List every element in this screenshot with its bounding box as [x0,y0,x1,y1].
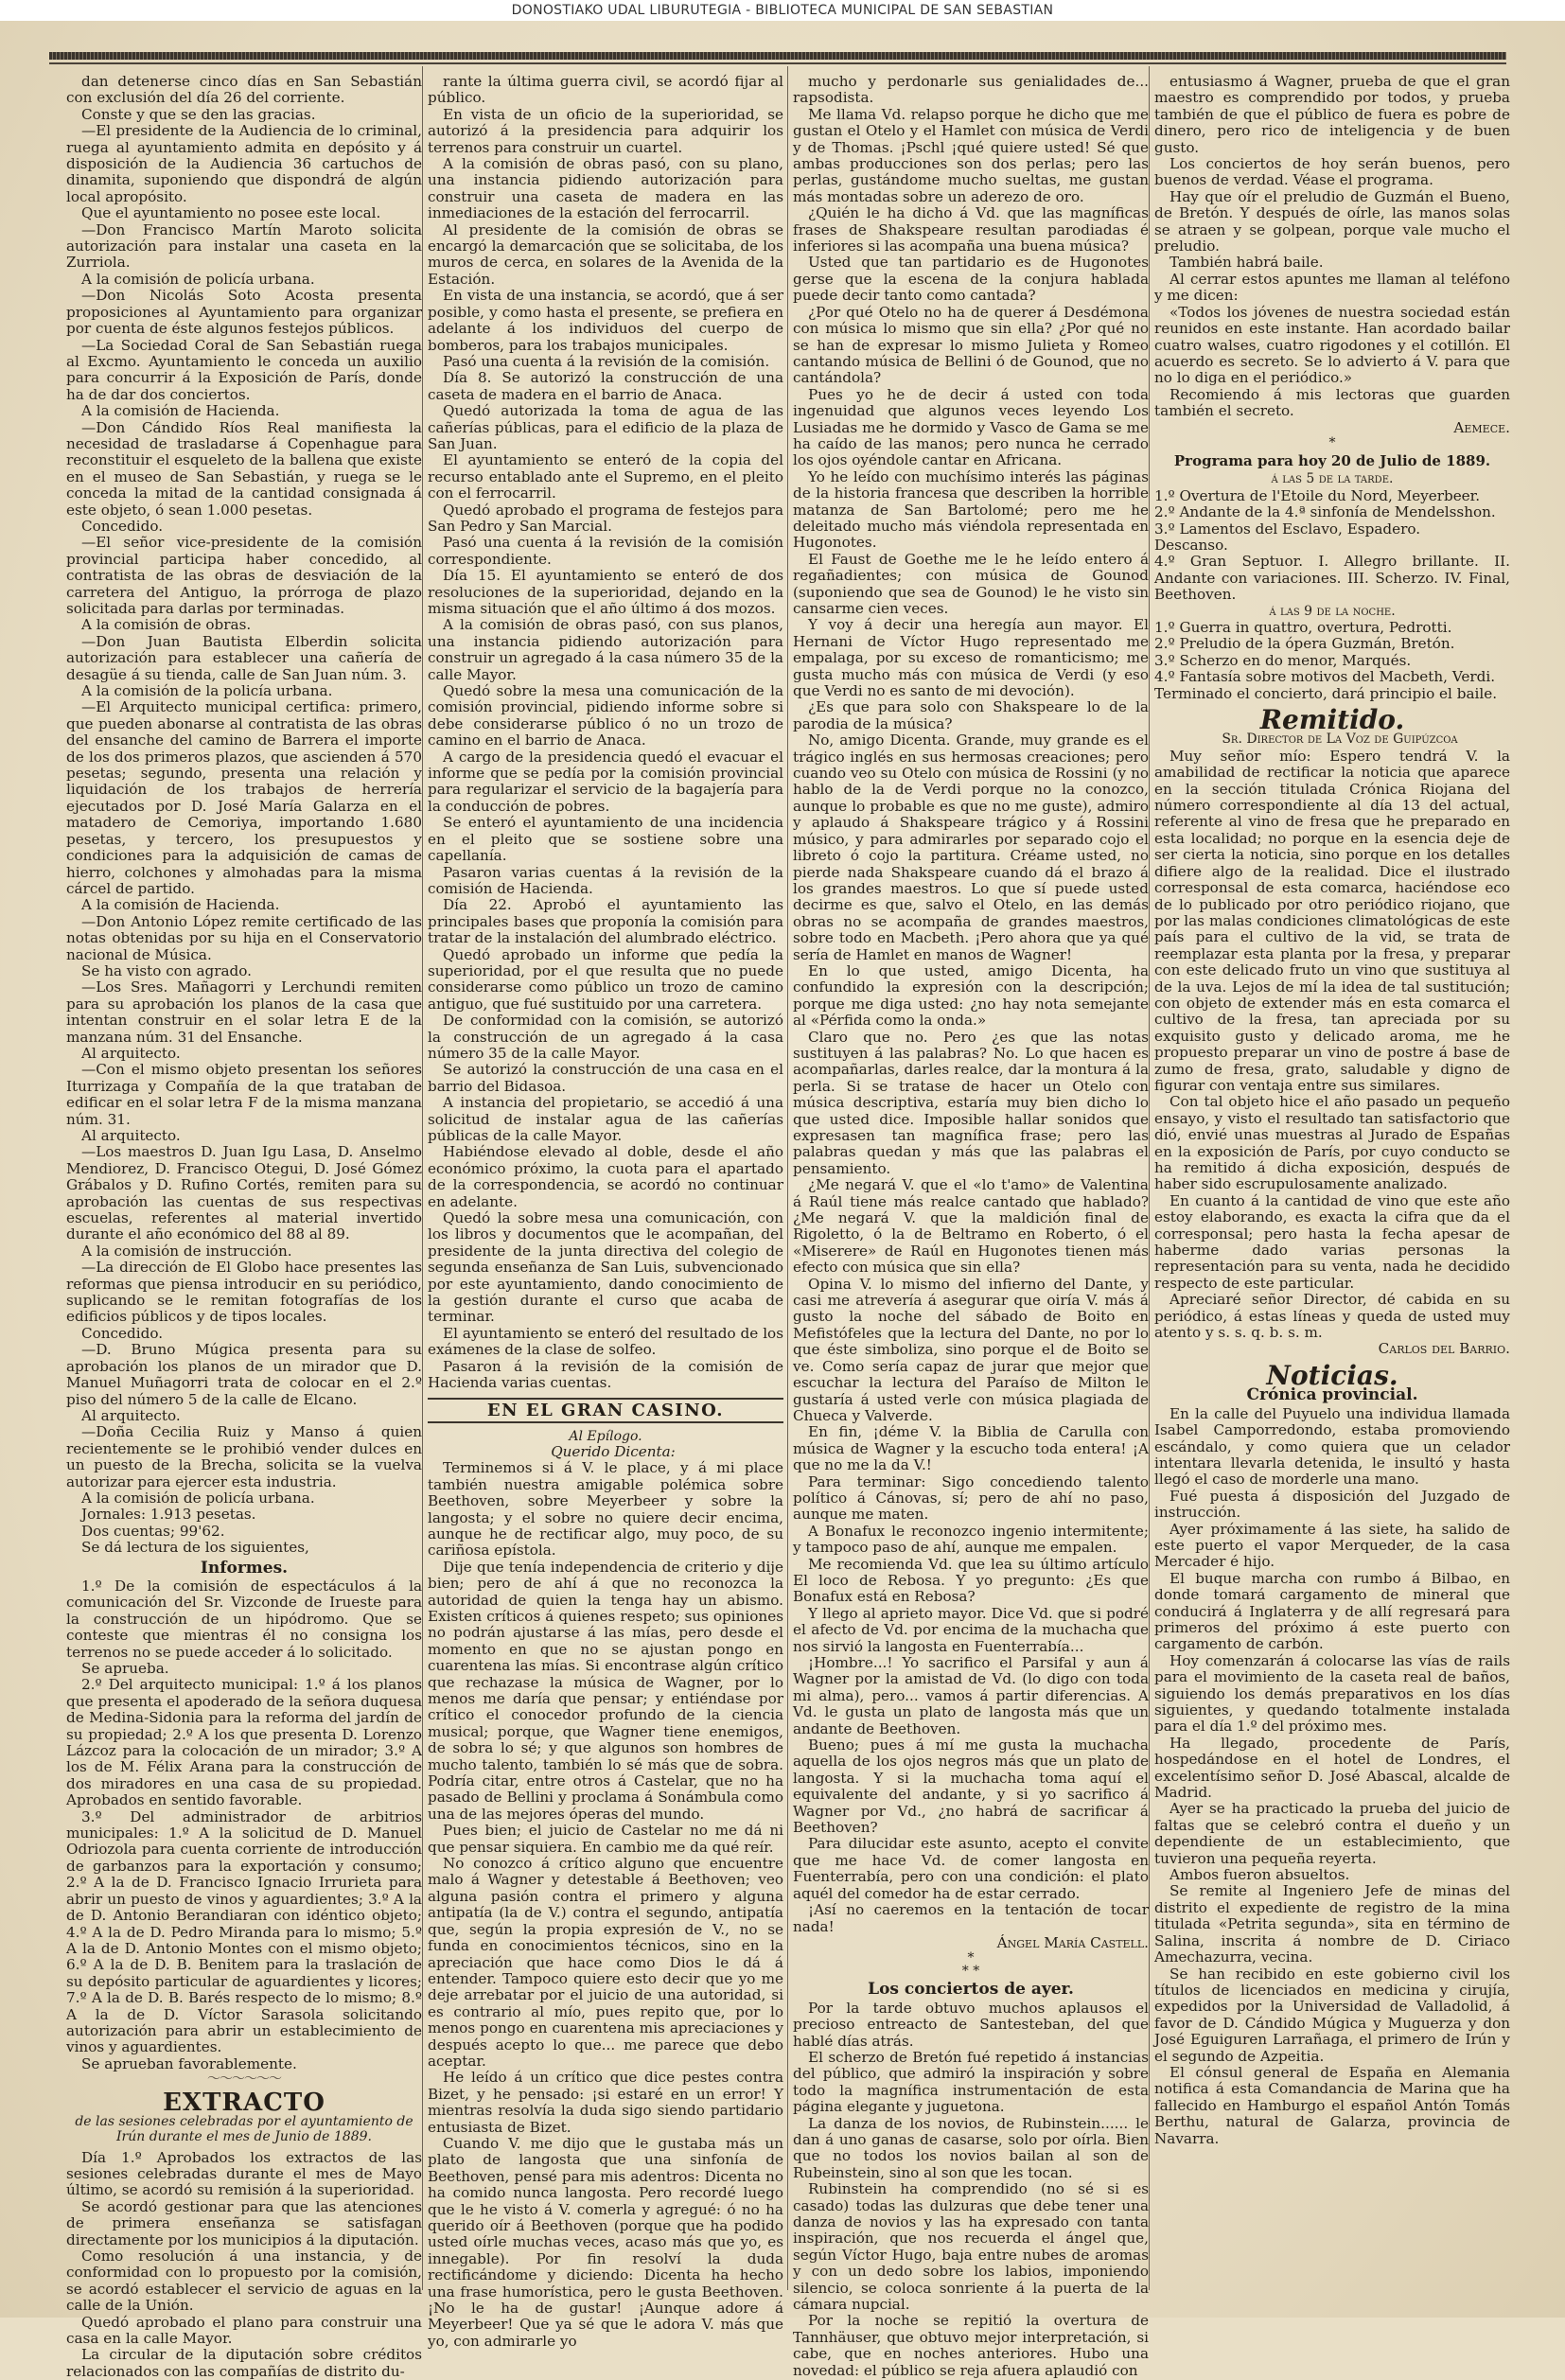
column-divider [422,66,423,2290]
paragraph: —El señor vice-presidente de la comisión provincial participa haber concedido, al contratista de las obras de desviación de la carretera del Antiguo, la prórroga de plazo solicitada para darlas por terminadas. [66,534,422,617]
paragraph: Dos cuentas; 99'62. [81,1522,225,1540]
asterism: * [1328,434,1336,450]
paragraph: Conste y que se den las gracias. [81,105,316,123]
paragraph: A la comisión de obras pasó, con sus planos, una instancia pidiendo autorización para construir un agregado á la casa número 35 de la calle Mayor. [428,616,783,683]
remitido-paragraphs [1154,749,1510,1342]
paragraph: 4.º Fantasía sobre motivos del Macbeth, Verdi. [1154,668,1496,686]
paragraph: Día 22. Aprobó el ayuntamiento las principales bases que proponía la comisión para tratar de la instalación del alumbrado eléctrico. [428,896,783,947]
paragraph: Por la tarde obtuvo muchos aplausos el precioso entreacto de Santesteban, del que hablé días atrás. [793,1999,1149,2050]
paragraph: 3.º Del administrador de arbitrios municipales: 1.º A la solicitud de D. Manuel Odriozola para cuenta corriente de introducción de garbanzos para la exportación y consumo; 2.º A la de D. Francisco Ignacio Irrurieta para abrir un puesto de vinos y aguardientes; 3.º A la de D. Antonio Berandiaran con idéntico objeto; 4.º A la de D. Pedro Miranda para lo mismo; 5.º A la de D. Antonio Montes con el mismo objeto; 6.º A la de D. B. Benitem para la traslación de su depósito particular de aguardientes y licores; 7.º A la de D. B. Barés respecto de lo mismo; 8.º A la de D. Víctor Sarasola solicitando autorización para abrir un establecimiento de vinos y aguardientes. [66,1807,422,2056]
paragraph: Ayer se ha practicado la prueba del juicio de faltas que se celebró contra el dueño y un dependiente de un establecimiento, que tuvieron una pequeña reyerta. [1154,1800,1510,1867]
paragraph: Muy señor mío: Espero tendrá V. la amabilidad de rectificar la noticia que aparece en la sección titulada Crónica Riojana del número correspondiente al día 13 del actual, referente al vino de fresa que he preparado en esta localidad; no porque en la esencia deje de ser cierta la noticia, sino porque en los detalles difiere algo de la realidad. Dice el ilustrado corresponsal de esta comarca, haciéndose eco de lo publicado por otro periódico riojano, que por las malas condiciones climatológicas de este país para el cultivo de la vid, se trata de reemplazar esta planta por la fresa, y preparar con este delicado fruto un vino que sustituya al de la uva. Lejos de mí la idea de tal sustitución; con objeto de extender más en esta comarca el cultivo de la fresa, tan apreciada por su exquisito gusto y delicado aroma, me he propuesto preparar un vino de postre á base de zumo de fresa, grato, saludable y digno de figurar con ventaja entre sus similares. [1154,747,1510,1094]
extracto-paragraphs [66,2150,422,2380]
paragraph: Se han recibido en este gobierno civil los títulos de licenciados en medicina y cirujía, expedidos por la Universidad de Valladolid, á favor de D. Cándido Múgica y Muguerza y don José Eguiguren Larrañaga, el primero de Irún y el segundo de Azpeitia. [1154,1965,1510,2065]
paragraph: Al presidente de la comisión de obras se encargó la demarcación que se solicitaba, de los muros de cerca, en solares de la Avenida de la Estación. [428,220,783,288]
paragraph: A cargo de la presidencia quedó el evacuar el informe que se pedía por la comisión provincial para regularizar el servicio de la bagajería para la conducción de pobres. [428,748,783,815]
paragraph: Recomiendo á mis lectoras que guarden también el secreto. [1154,385,1510,420]
remitido-heading: Remitido. [1259,704,1405,736]
paragraph: Como resolución á una instancia, y de conformidad con lo propuesto por la comisión, se acordó establecer el servicio de aguas en la calle de la Unión. [66,2248,422,2315]
paragraph: Pasaron varias cuentas á la revisión de la comisión de Hacienda. [428,863,783,897]
paragraph: Pues yo he de decir á usted con toda ingenuidad que algunos veces leyendo Los Lusiadas me he dormido y Vasco de Gama se me ha caído de las manos; pero nunca he cerrado los ojos oyéndole cantar en Africana. [793,385,1149,469]
paragraph: El ayuntamiento se enteró de la copia del recurso entablado ante el Supremo, en el pleito con el ferrocarril. [428,451,783,502]
casino-subtitle: Al Epílogo. [569,1428,642,1444]
paragraph: Día 15. El ayuntamiento se enteró de dos resoluciones de la superioridad, dejando en la misma situación que el año último á dos mozos. [428,567,783,617]
paragraph: El ayuntamiento se enteró del resultado de los exámenes de la clase de solfeo. [428,1324,783,1359]
paragraph: Se aprueban favorablemente. [81,2054,297,2072]
paragraph: Fué puesta á disposición del Juzgado de instrucción. [1154,1487,1510,1522]
paragraph: —Don Francisco Martín Maroto solicita autorización para instalar una caseta en la Zurriola. [66,220,422,272]
paragraph: Día 8. Se autorizó la construcción de una caseta de madera en el barrio de Anaca. [428,369,783,403]
programa-tarde-list [1154,488,1510,604]
extracto-heading: EXTRACTO [163,2089,325,2118]
paragraph: Terminemos si á V. le place, y á mi place también nuestra amigable polémica sobre Beethoven, sobre Meyerbeer y sobre la langosta; y el sobre no quiere decir encima, aunque he de rectificar algo, muy poco, de su cariñosa epístola. [428,1459,783,1560]
paragraph: ¿Por qué Otelo no ha de querer á Desdémona con música lo mismo que sin ella? ¿Por qué no se han de expresar lo mismo Julieta y Romeo cantando música de Bellini ó de Gounod, que no cantándola? [793,303,1149,387]
paragraph: Se dá lectura de los siguientes, [81,1539,309,1557]
paragraph: En fin, ¡déme V. la Biblia de Carulla con música de Wagner y la escucho toda entera! ¡A que no me la da V.! [793,1423,1149,1474]
paragraph: —Don Juan Bautista Elberdin solicita autorización para establecer una cañería de desagüe á su tienda, calle de San Juan núm. 3. [66,632,422,683]
paragraph: Se autorizó la construcción de una casa en el barrio del Bidasoa. [428,1061,783,1095]
paragraph: 3.º Scherzo en do menor, Marqués. [1154,651,1412,669]
programa-noche-heading: á las 9 de la noche. [1269,603,1396,619]
paragraph: Claro que no. Pero ¿es que las notas sustituyen á las palabras? No. Lo que hacen es acompañarlas, darles realce, dar la montura á la perla. Si se tratase de hacer un Otelo con música descriptiva, estaría muy bien dicho lo que usted dice. Imposible hallar sonidos que expresasen tan magnífica frase; pero las palabras quedan y más que las palabras el pensamiento. [793,1028,1149,1177]
paragraph: También habrá baile. [1169,254,1324,272]
masthead-rule [49,52,1506,60]
paragraph: Me llama Vd. relapso porque he dicho que me gustan el Otelo y el Hamlet con música de Verdi y de Thomas. ¡Pschl ¡qué quiere usted! Sé que ambas producciones son dos perlas; pero las perlas, gustándome mucho sueltas, me gustan más montadas sobre un aderezo de oro. [793,105,1149,205]
paragraph: Descanso. [1154,536,1228,554]
paragraph: —Don Cándido Ríos Real manifiesta la necesidad de trasladarse á Copenhague para reconstituir el esqueleto de la ballena que existe en el museo de San Sebastián, y ruega se le conceda la mitad de la cantidad consignada á este objeto, ó sean 1.000 pesetas. [66,418,422,519]
paragraph: El cónsul general de España en Alemania notifica á esta Comandancia de Marina que ha fallecido en Hamburgo el español Antón Tomás Berthu, natural de Galarza, provincia de Navarra. [1154,2063,1510,2147]
paragraph: El Faust de Goethe me le he leído entero á regañadientes; con música de Gounod (suponiendo que sea de Gounod) le he visto sin cansarme cien veces. [793,550,1149,617]
casino-salutation: Querido Dicenta: [551,1442,676,1460]
paragraph: A la comisión de obras pasó, con su plano, una instancia pidiendo autorización para construir una caseta de madera en las inmediaciones de la estación del ferrocarril. [428,155,783,222]
paragraph: No, amigo Dicenta. Grande, muy grande es el trágico inglés en sus hermosas creaciones; pero cuando veo su Otelo con música de Rossini (y no hablo de la de Verdi porque no la conozco, aunque lo probable es que no me guste), admiro y aplaudo á Shakspeare trágico y á Rossini músico, y para admirarles por separado cojo el libreto ó cojo la partitura. Créame usted, no pierde nada Shakspeare cuando dá el brazo á los grandes maestros. Lo que sí puede usted decirme es que, salvo el Otelo, en las demás obras no se acompaña de grandes maestros, sobre todo en Macbeth. ¡Pero ahora que ya qué sería de Hamlet en manos de Wagner! [793,732,1149,963]
paragraph: dan detenerse cinco días en San Sebastián con exclusión del día 26 del corriente. [66,73,422,107]
paragraph: ¡Hombre...! Yo sacrifico el Parsifal y aun á Wagner por la amistad de Vd. (lo digo con toda mi alma), pero... vamos á partir diferencias. A Vd. le gusta un plato de langosta más que un andante de Beethoven. [793,1654,1149,1737]
paragraph: Quedó aprobado el programa de festejos para San Pedro y San Marcial. [428,501,783,535]
paragraph: Al arquitecto. [81,1406,181,1424]
paragraph: Al arquitecto. [81,1127,181,1144]
paragraph: 2.º Del arquitecto municipal: 1.º á los planos que presenta el apoderado de la señora duquesa de Medina-Sidonia para la reforma del jardín de su propiedad; 2.º A los que presenta D. Lorenzo Lázcoz para la colocación de un mirador; 3.º A los de M. Félix Arana para la construcción de dos miradores en una casa de su propiedad. Aprobados en sentido favorable. [66,1676,422,1809]
cronica-heading: Crónica provincial. [1246,1385,1418,1405]
casino-paragraphs [428,1460,783,2350]
paragraph: A la comisión de policía urbana. [81,270,315,288]
paragraph: Terminado el concierto, dará principio el baile. [1154,684,1498,702]
masthead-rule-thin [49,62,1506,64]
library-header-text: DONOSTIAKO UDAL LIBURUTEGIA - BIBLIOTECA MUNICIPAL DE SAN SEBASTIAN [511,3,1054,18]
paragraph: Pasó una cuenta á la revisión de la comisión. [443,352,770,370]
paragraph: Jornales: 1.913 pesetas. [81,1506,256,1524]
paragraph: 1.º De la comisión de espectáculos á la comunicación del Sr. Vizconde de Irueste para la construcción de un hipódromo. Que se conteste que mientras él no consigna los terrenos no se puede acceder á lo solicitado. [66,1577,422,1661]
paragraph: Y voy á decir una heregía aun mayor. El Hernani de Víctor Hugo representado me empalaga, por su exceso de romanticismo; me gusta mucho más con música de Verdi (y eso que Verdi no es santo de mi devoción). [793,616,1149,700]
paragraph: Se aprueba. [81,1660,169,1677]
paragraph: De conformidad con la comisión, se autorizó la construcción de un agregado á la casa número 35 de la calle Mayor. [428,1012,783,1062]
paragraph: A Bonafux le reconozco ingenio intermitente; y tampoco paso de ahí, aunque me empalen. [793,1522,1149,1557]
column-1 [66,73,422,2380]
paragraph: —La dirección de El Globo hace presentes las reformas que piensa introducir en su periódico, suplicando se le remitan fotografías de los edificios públicos y de tipos locales. [66,1259,422,1326]
paragraph: rante la última guerra civil, se acordó fijar al público. [428,73,783,107]
paragraph: entusiasmo á Wagner, prueba de que el gran maestro es comprendido por todos, y prueba también de que el público de fuera es pobre de dinero, pero rico de inteligencia y de buen gusto. [1154,73,1510,156]
paragraph: Ayer próximamente á las siete, ha salido de este puerto el vapor Merqueder, de la casa Mercader é hijo. [1154,1520,1510,1571]
library-header [0,0,1565,21]
paragraph: Se acordó gestionar para que las atenciones de primera enseñanza se satisfagan directamente por los municipios á la diputación. [66,2197,422,2248]
paragraph: Día 1.º Aprobados los extractos de las sesiones celebradas durante el mes de Mayo último, se acordó su remisión á la superioridad. [66,2148,422,2199]
programa-tarde-heading: á las 5 de la tarde. [1271,471,1394,487]
asterism: * * * [961,1950,980,1980]
paragraph: Para terminar: Sigo concediendo talento político á Cánovas, sí; pero de ahí no paso, aunque me maten. [793,1472,1149,1524]
paragraph: Habiéndose elevado al doble, desde el año económico próximo, la cuota para el apartado de la correspondencia, se acordó no continuar en adelante. [428,1143,783,1210]
paragraph: El buque marcha con rumbo á Bilbao, en donde tomará cargamento de mineral que conducirá á Inglaterra y de allí regresará para primeros del próximo á este puerto con cargamento de carbón. [1154,1569,1510,1653]
paragraph: A la comisión de Hacienda. [81,896,280,914]
paragraph: —La Sociedad Coral de San Sebastián ruega al Excmo. Ayuntamiento le conceda un auxilio para concurrir á la Exposición de París, donde ha de dar dos conciertos. [66,336,422,403]
remitido-signature: Carlos del Barrio. [1378,1340,1510,1358]
paragraph: Pues bien; el juicio de Castelar no me dá ni que pensar siquiera. En cambio me da qué reír. [428,1822,783,1856]
paragraph: Quedó la sobre mesa una comunicación, con los libros y documentos que le acompañan, del presidente de la junta directiva del colegio de segunda enseñanza de San Luis, subvencionado por este ayuntamiento, dando conocimiento de la gestión durante el curso que acaba de terminar. [428,1209,783,1326]
paragraph: Quedó autorizada la toma de agua de las cañerías públicas, para el edificio de la plaza de San Juan. [428,402,783,452]
conciertos-heading: Los conciertos de ayer. [868,1980,1074,2000]
paragraph: El scherzo de Bretón fué repetido á instancias del público, que admiró la inspiración y sobre todo la magnífica instrumentación de esta página elegante y juguetona. [793,2048,1149,2116]
paragraph: Usted que tan partidario es de Hugonotes gerse que la escena de la conjura hablada puede decir tanto como cantada? [793,254,1149,305]
paragraph: —Doña Cecilia Ruiz y Manso á quien recientemente se le prohibió vender dulces en un puesto de la Brecha, solicita se la vuelva autorizar para ejercer esta industria. [66,1423,422,1490]
paragraph: He leído á un crítico que dice pestes contra Bizet, y he pensado: ¡si estaré en un error! Y mientras resolvía la duda sigo siendo partidario entusiasta de Bizet. [428,2069,783,2136]
paragraph: ¿Es que para solo con Shakspeare lo de la parodia de la música? [793,698,1149,732]
paragraph: Al arquitecto. [81,1044,181,1062]
paragraph: En la calle del Puyuelo una individua llamada Isabel Camporredondo, estaba promoviendo escándalo, y como quiera que un celador intentara llevarla detenida, le insultó y hasta llegó el caso de morderle una mano. [1154,1404,1510,1489]
paragraph: 3.º Lamentos del Esclavo, Espadero. [1154,520,1421,538]
paragraph: En vista de un oficio de la superioridad, se autorizó á la presidencia para adquirir los terrenos para construir un cuartel. [428,105,783,156]
paragraph: Hay que oír el preludio de Guzmán el Bueno, de Bretón. Y después de oírle, las manos solas se atraen y se golpean, porque vale mucho el preludio. [1154,187,1510,256]
paragraph: ¡Así no caeremos en la tentación de tocar nada! [793,1901,1149,1935]
paragraph: —Don Antonio López remite certificado de las notas obtenidas por su hija en el Conservatorio nacional de Música. [66,912,422,963]
column-4-paragraphs [1154,74,1510,420]
paragraph: Rubinstein ha comprendido (no sé si es casado) todas las dulzuras que debe tener una danza de novios y las ha expresado con tanta inspiración, que nos recuerda el ángel que, según Víctor Hugo, baja entre nubes de aromas y con un dedo sobre los labios, imponiendo silencio, se coloca sonriente á la puerta de la cámara nupcial. [793,2180,1149,2314]
paragraph: 2.º Preludio de la ópera Guzmán, Bretón. [1154,635,1455,653]
paragraph: Al cerrar estos apuntes me llaman al teléfono y me dicen: [1154,270,1510,305]
paragraph: Hoy comenzarán á colocarse las vías de rails para el movimiento de la caseta real de baños, siguiendo los demás preparativos en los días siguientes, y quedando totalmente instalada para el día 1.º del próximo mes. [1154,1651,1510,1736]
paragraph: —Los maestros D. Juan Igu Lasa, D. Anselmo Mendiorez, D. Francisco Otegui, D. José Gómez Grábalos y D. Rufino Cortés, remiten para su aprobación las cuentas de sus respectivas escuelas, referentes al material invertido durante el año económico del 88 al 89. [66,1143,422,1243]
paragraph: 2.º Andante de la 4.ª sinfonía de Mendelsshon. [1154,503,1496,521]
paragraph: Apreciaré señor Director, dé cabida en su periódico, á estas líneas y queda de usted muy atento y s. s. q. b. s. m. [1154,1291,1510,1342]
paragraph: Cuando V. me dijo que le gustaba más un plato de langosta que una sinfonía de Beethoven, pensé para mis adentros: Dicenta no ha comido nunca langosta. Pero recordé luego que le he visto á V. comerla y agregué: ó no ha querido oír á Beethoven (porque que ha podido usted oírle muchas veces, acaso más que yo, es innegable). Por fin resolví la duda rectificándome y diciendo: Dicenta ha hecho una frase humorística, pero le gusta Beethoven. ¡No le ha de gustar! ¡Aunque adore á Meyerbeer! Que ya sé que le adora V. más que yo, con admirarle yo [428,2134,783,2350]
paragraph: «Todos los jóvenes de nuestra sociedad están reunidos en este instante. Han acordado bailar cuatro walses, cuatro rigodones y el cotillón. El acuerdo es secreto. Se lo advierto á V. para que no lo diga en el periódico.» [1154,303,1510,387]
paragraph: A la comisión de la policía urbana. [81,682,333,700]
paragraph: Pasaron á la revisión de la comisión de Hacienda varias cuentas. [428,1357,783,1392]
column-2-paragraphs [428,74,783,1392]
casino-heading: EN EL GRAN CASINO. [428,1398,783,1423]
paragraph: En cuanto á la cantidad de vino que este año estoy elaborando, es exacta la cifra que da el corresponsal; pero hasta la fecha apesar de haberme dado varias personas la representación para su venta, nada he decidido respecto de este particular. [1154,1191,1510,1292]
programa-noche-list [1154,620,1510,702]
paragraph: Se enteró el ayuntamiento de una incidencia en el pleito que se sostiene sobre una capellanía. [428,814,783,865]
paragraph: Ambos fueron absueltos. [1169,1866,1350,1884]
noticias-paragraphs [1154,1406,1510,2147]
paragraph: A la comisión de instrucción. [81,1242,292,1260]
remitido-salutation: Sr. Director de La Voz de Guipúzcoa [1222,732,1458,748]
paragraph: Quedó aprobado un informe que pedía la superioridad, por el que resulta que no puede considerarse como público un trozo de camino antiguo, que fué sustituido por una carretera. [428,945,783,1013]
paragraph: La circular de la diputación sobre créditos relacionados con las compañías de distrito du- [66,2346,422,2380]
paragraph: Dije que tenía independencia de criterio y dije bien; pero de ahí á que no reconozca la autoridad de quien la tenga hay un abismo. Existen críticos á quienes respeto; sus opiniones no podrán ajustarse á las mías, pero desde el momento en que no se ajustan pongo en cuarentena las mías. Si encontrase algún crítico que rechazase la música de Wagner, por lo menos me daría que pensar; y entiéndase por crítico el conocedor profundo de la ciencia musical; porque, que Wagner tiene enemigos, de sobra lo sé; y que algunos son hombres de mucho talento, también lo sé más que de sobra. Podría citar, entre otros á Castelar, que no ha pasado de Bellini y proclama á Sonámbula como una de las mejores óperas del mundo. [428,1558,783,1823]
paragraph: Bueno; pues á mí me gusta la muchacha aquella de los ojos negros más que un plato de langosta. Y si la muchacha toma aquí el equivalente del andante, y si yo sacrifico á Wagner por Vd., ¿no habrá de sacrificar á Beethoven? [793,1737,1149,1837]
paragraph: Por la noche se repitió la overtura de Tannhäuser, que obtuvo mejor interpretación, si cabe, que en noches anteriores. Hubo una novedad: el público se reja afuera aplaudió con [793,2312,1149,2379]
paragraph: 4.º Gran Septuor. I. Allegro brillante. II. Andante con variaciones. III. Scherzo. IV. Final, Beethoven. [1154,553,1510,604]
paragraph: Opina V. lo mismo del infierno del Dante, y casi me atrevería á asegurar que oiría V. más á gusto la noche del sábado de Boito en Mefistófeles que la lectura del Dante, no por lo que éste simboliza, sino porque el de Boito se ve. Como sería capaz de jurar que mejor que escuchar la lectura del Paraíso de Milton le gustaría á usted verle con música plagiada de Chueca y Valverde. [793,1275,1149,1424]
paragraph: A la comisión de Hacienda. [81,402,280,420]
aemece-signature: Aemece. [1453,418,1510,436]
paragraph: —Los Sres. Mañagorri y Lerchundi remiten para su aprobación los planos de la casa que intentan construir en el solar letra E de la manzana núm. 31 del Ensanche. [66,978,422,1046]
paragraph: La danza de los novios, de Rubinstein...... le dan á uno ganas de casarse, solo por oírla. Bien que no todos los novios bailan al son de Rubeinstein, sino al son que les tocan. [793,2114,1149,2181]
informes-heading: Informes. [200,1558,289,1578]
paragraph: ¿Me negará V. que el «lo t'amo» de Valentina á Raúl tiene más realce cantado que hablado? ¿Me negará V. que la maldición final de Rigoletto, ó la de Beltramo en Roberto, ó el «Miserere» de Raúl en Hugonotes tienen más efecto con música que sin ella? [793,1176,1149,1277]
paragraph: mucho y perdonarle sus genialidades de... rapsodista. [793,73,1149,107]
paragraph: A la comisión de obras. [81,616,252,634]
paragraph: Para dilucidar este asunto, acepto el convite que me hace Vd. de comer langosta en Fuenterrabía, pero con una condición: el plato aquél del comedor ha de estar cerrado. [793,1835,1149,1902]
paragraph: Se ha visto con agrado. [81,961,252,979]
paragraph: 1.º Guerra in quattro, overtura, Pedrotti. [1154,619,1452,636]
column-3 [793,73,1149,2379]
paragraph: Concedido. [81,517,164,535]
paragraph: —Con el mismo objeto presentan los señores Iturrizaga y Compañía de la que trataban de edificar en el solar letra F de la misma manzana núm. 31. [66,1061,422,1128]
conciertos-paragraphs [793,2001,1149,2379]
casino-signature: Ángel María Castell. [996,1933,1149,1951]
paragraph: Que el ayuntamiento no posee este local. [81,204,381,222]
paragraph: Los conciertos de hoy serán buenos, pero buenos de verdad. Véase el programa. [1154,155,1510,189]
paragraph: —El presidente de la Audiencia de lo criminal, ruega al ayuntamiento admita en depósito y á disposición de la Audiencia 36 cartuchos de dinamita, suponiendo que dispondrá de algún local apropósito. [66,122,422,205]
paragraph: En lo que usted, amigo Dicenta, ha confundido la expresión con la descripción; porque me diga usted: ¿no hay nota semejante al «Pérfida como la onda.» [793,961,1149,1030]
paragraph: Se remite al Ingeniero Jefe de minas del distrito el expediente de registro de la mina titulada «Petrita segunda», sita en término de Salina, inscrita á nombre de D. Ciriaco Amechazurra, vecina. [1154,1882,1510,1966]
paragraph: Quedó sobre la mesa una comunicación de la comisión provincial, pidiendo informe sobre si debe considerarse público ó no un trozo de camino en el barrio de Anaca. [428,682,783,749]
paragraph: —Don Nicolás Soto Acosta presenta proposiciones al Ayuntamiento para organizar por cuenta de éste algunos festejos públicos. [66,287,422,338]
ornament-divider: 〜〜〜〜〜〜 [207,2071,281,2088]
paragraph: —El Arquitecto municipal certifica: primero, que pueden abonarse al contratista de las obras del ensanche del camino de Barrera el importe de los dos primeros plazos, que ascienden á 570 pesetas; segundo, presenta una relación y liquidación de los trabajos de herrería ejecutados por D. José María Galarza en el matadero de Cemoriya, importando 1.680 pesetas, y tercero, los presupuestos y condiciones para la adquisición de camas de hierro, colchones y almohadas para la misma cárcel de partido. [66,698,422,897]
column-divider [787,66,788,2290]
programa-heading: Programa para hoy 20 de Julio de 1889. [1173,451,1491,469]
paragraph: A instancia del propietario, se accedió á una solicitud de instalar agua de las cañerías públicas de la calle Mayor. [428,1094,783,1144]
paragraph: No conozco á crítico alguno que encuentre malo á Wagner y detestable á Beethoven; veo alguna pasión contra el primero y alguna antipatía (la de V.) contra el segundo, antipatía que, según la propia expresión de V., no se funda en conocimientos técnicos, sino en la apreciación que hace como Dios le dá á entender. Tampoco quiere esto decir que yo me deje arrebatar por el juicio de una autoridad, si es contrario al mío, pues repito que, por lo menos pongo en cuarentena mis apreciaciones y después acepto lo que... me parece que debo aceptar. [428,1855,783,2070]
column-divider [1149,66,1150,2290]
paragraph: A la comisión de policía urbana. [81,1489,315,1507]
extracto-subtitle: de las sesiones celebradas por el ayuntamiento de Irún durante el mes de Junio de 1889. [75,2113,413,2144]
paragraph: —D. Bruno Múgica presenta para su aprobación los planos de un mirador que D. Manuel Muñagorri trata de colocar en el 2.º piso del número 5 de la calle de Elcano. [66,1341,422,1408]
paragraph: Quedó aprobado el plano para construir una casa en la calle Mayor. [66,2313,422,2348]
paragraph: Yo he leído con muchísimo interés las páginas de la historia francesa que describen la horrible matanza de San Bartolomé; pero me he deleitado mucho más viéndola representada en Hugonotes. [793,467,1149,552]
paragraph: 1.º Overtura de l'Etoile du Nord, Meyerbeer. [1154,486,1481,504]
noticias-heading: Noticias. [1266,1359,1398,1391]
paragraph: Ha llegado, procedente de París, hospedándose en el hotel de Londres, el excelentísimo señor D. José Abascal, alcalde de Madrid. [1154,1734,1510,1802]
informes-paragraphs [66,1578,422,2072]
paragraph: ¿Quién le ha dicho á Vd. que las magníficas frases de Shakspeare resultan parodiadas é inferiores si las acompaña una buena música? [793,204,1149,256]
column-3-paragraphs [793,74,1149,1935]
column-2 [428,73,783,2350]
paragraph: En vista de una instancia, se acordó, que á ser posible, y como hasta el presente, se prefiera en adelante á los individuos del cuerpo de bomberos, para los trabajos municipales. [428,287,783,354]
paragraph: Con tal objeto hice el año pasado un pequeño ensayo, y visto el resultado tan satisfactorio que dió, envié unas muestras al Jurado de Españas en la exposición de París, por cuyo conducto se ha remitido á dicha exposición, después de haber sido escrupulosamente analizado. [1154,1093,1510,1193]
column-1-paragraphs [66,74,422,1557]
paragraph: Concedido. [81,1324,164,1342]
paragraph: Y llego al aprieto mayor. Dice Vd. que si podré el afecto de Vd. por encima de la muchacha que nos sirvió la langosta en Fuenterrabía... [793,1604,1149,1655]
paragraph: Pasó una cuenta á la revisión de la comisión correspondiente. [428,534,783,568]
paragraph: Me recomienda Vd. que lea su último artículo El loco de Rebosa. Y yo pregunto: ¿Es que Bonafux está en Rebosa? [793,1555,1149,1606]
column-4 [1154,74,1510,2288]
